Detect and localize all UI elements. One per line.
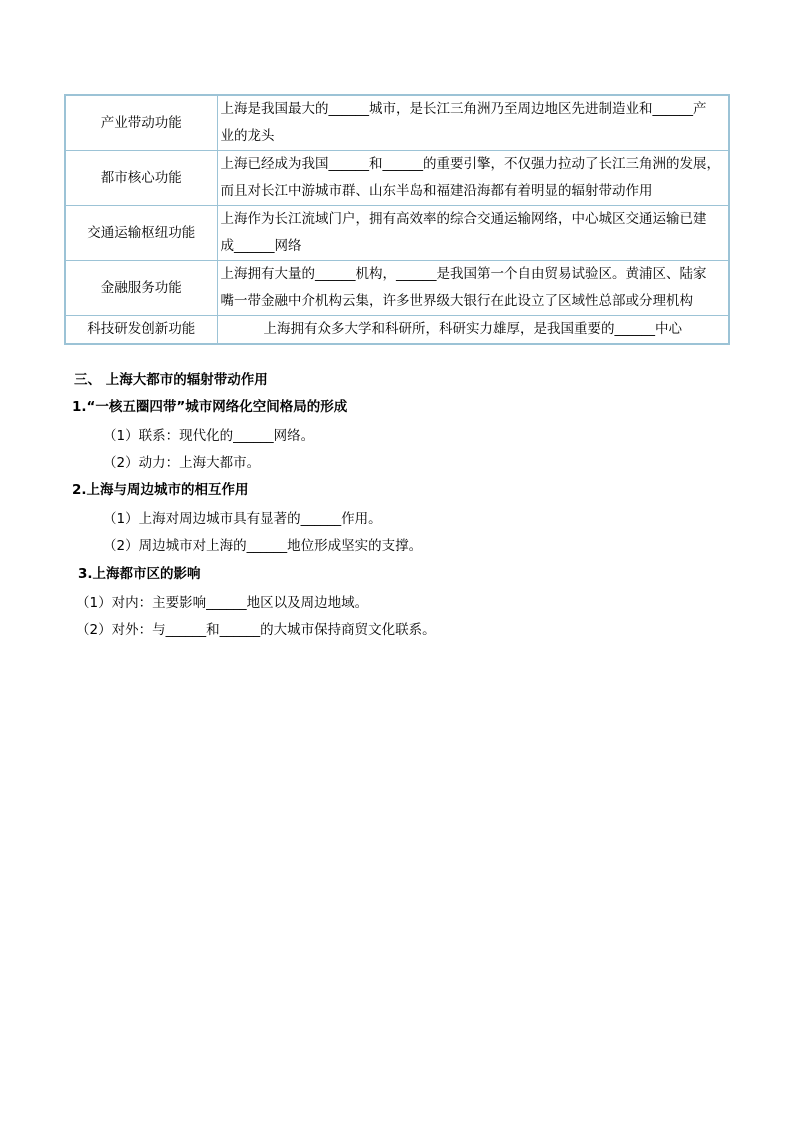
- functions-table: [64, 94, 730, 345]
- table-row: [65, 151, 729, 206]
- desc-line: 嘴一带金融中介机构云集，许多世界级大银行在此设立了区域性总部或分理机构: [220, 293, 693, 309]
- row-name: 都市核心功能: [65, 151, 217, 206]
- subsection-3-title: 3.上海都市区的影响: [78, 566, 201, 582]
- row-desc: [217, 151, 729, 206]
- list-item: （2）动力：上海大都市。: [103, 455, 261, 471]
- table-row: [65, 261, 729, 316]
- desc-line: 上海拥有大量的______机构，______是我国第一个自由贸易试验区。黄浦区、陆家: [220, 266, 707, 282]
- desc-line: 而且对长江中游城市群、山东半岛和福建沿海都有着明显的辐射带动作用: [220, 183, 653, 199]
- list-item: （2）周边城市对上海的______地位形成坚实的支撑。: [103, 538, 423, 554]
- row-desc: [217, 261, 729, 316]
- list-item: （2）对外：与______和______的大城市保持商贸文化联系。: [76, 622, 436, 638]
- desc-line: 业的龙头: [220, 128, 275, 144]
- subsection-2-title: 2.上海与周边城市的相互作用: [72, 482, 249, 498]
- subsection-1-title: 1.“一核五圈四带”城市网络化空间格局的形成: [72, 399, 348, 415]
- desc-line: 上海拥有众多大学和科研所，科研实力雄厚，是我国重要的______中心: [263, 321, 682, 337]
- row-name: 产业带动功能: [65, 95, 217, 151]
- table-row: [65, 316, 729, 345]
- desc-line: 上海作为长江流域门户，拥有高效率的综合交通运输网络，中心城区交通运输已建: [220, 211, 707, 227]
- row-desc: [217, 206, 729, 261]
- list-item: （1）联系：现代化的______网络。: [103, 428, 315, 444]
- table-row: [65, 95, 729, 151]
- row-name: 科技研发创新功能: [65, 316, 217, 345]
- desc-line: 成______网络: [220, 238, 302, 254]
- desc-line: 上海已经成为我国______和______的重要引擎，不仅强力拉动了长江三角洲的发展，: [220, 156, 720, 172]
- desc-line: 上海是我国最大的______城市，是长江三角洲乃至周边地区先进制造业和______产: [220, 101, 707, 117]
- list-item: （1）上海对周边城市具有显著的______作用。: [103, 511, 382, 527]
- table-row: [65, 206, 729, 261]
- row-desc: [217, 95, 729, 151]
- list-item: （1）对内：主要影响______地区以及周边地域。: [76, 595, 369, 611]
- row-name: 交通运输枢纽功能: [65, 206, 217, 261]
- row-desc: [217, 316, 729, 345]
- section-3-title: 三、 上海大都市的辐射带动作用: [74, 372, 268, 388]
- row-name: 金融服务功能: [65, 261, 217, 316]
